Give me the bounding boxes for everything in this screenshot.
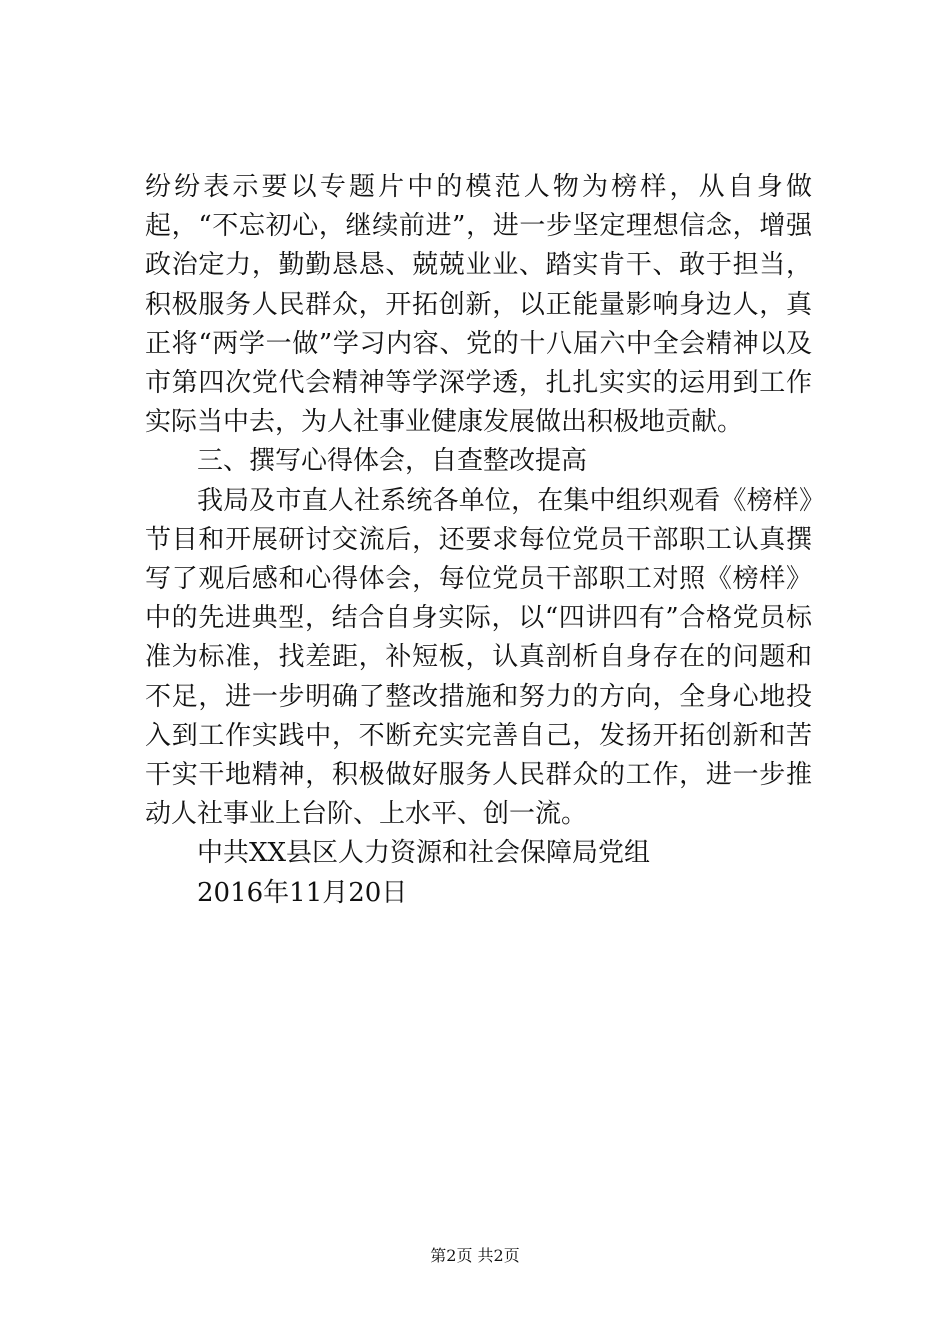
signature-organization: 中共XX县区人力资源和社会保障局党组 xyxy=(197,838,651,869)
document-body xyxy=(145,168,812,913)
body-paragraph: 我局及市直人社系统各单位，在集中组织观看《榜样》节目和开展研讨交流后，还要求每位党员干部职工认真撰写了观后感和心得体会，每位党员干部职工对照《榜样》中的先进典型，结合自身实际，以“四讲四有”合格党员标准为标准，找差距，补短板，认真剖析自身存在的问题和不足，进一步明确了整改措施和努力的方向，全身心地投入到工作实践中，不断充实完善自己，发扬开拓创新和苦干实干地精神，积极做好服务人民群众的工作，进一步推动人社事业上台阶、上水平、创一流。 xyxy=(145,485,812,830)
page-indicator: 第2页 共2页 xyxy=(430,1246,520,1265)
signature-date: 2016年11月20日 xyxy=(197,877,408,908)
section-heading-3: 三、撰写心得体会，自查整改提高 xyxy=(197,446,588,477)
page-footer xyxy=(0,1246,950,1266)
body-paragraph-continued: 纷纷表示要以专题片中的模范人物为榜样，从自身做起，“不忘初心，继续前进”，进一步坚定理想信念，增强政治定力，勤勤恳恳、兢兢业业、踏实肯干、敢于担当，积极服务人民群众，开拓创新，以正能量影响身边人，真正将“两学一做”学习内容、党的十八届六中全会精神以及市第四次党代会精神等学深学透，扎扎实实的运用到工作实际当中去，为人社事业健康发展做出积极地贡献。 xyxy=(145,172,812,438)
